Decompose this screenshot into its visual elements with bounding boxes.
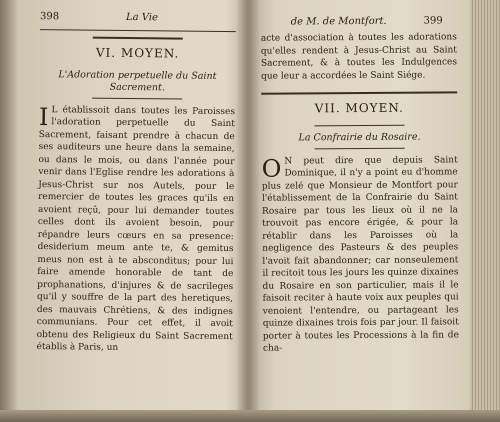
header-rule [40,29,236,32]
paragraph: N peut dire que depuis Saint Dominique, il n'y a point eu d'homme plus zelé que Monsieur de Montfort pour l'établissement de la Confrairie du Saint Rosaire par tous les lieux où il ne la trouvoit pas encore érigée, & pour la rétablir dans les Paroisses où la negligence des Pasteurs & des peuples l'avoit fait abandonner; car nonseulement il recitoit tous les jours les quinze dixaines du Rosaire en son particulier, mais il le faisoit reciter à haute voix aux peuples qui venoient l'entendre, ou partageant les quinze dixaines trois fois par jour. Il faisoit porter à toutes les Processions à la fin de cha- [261,154,459,354]
body-text [262,154,459,355]
section-rule [315,147,405,149]
left-running-head: La Vie [125,11,159,24]
drop-cap: I [38,102,49,131]
subtitle-line: L'Adoration perpetuelle du Saint [58,68,217,82]
chapter-heading: VI. MOYEN. [95,45,180,61]
ornament-rule [314,124,404,126]
page-edges [470,0,500,422]
paragraph: L établissoit dans toutes les Paroisses l'adoration perpetuelle du Saint Sacrement, faisant prendre à chacun de ses auditeurs une heure dans la semaine, ou dans le mois, ou dans l'année pour venir dans l'Eglise rendre les adorations à Jesus-Christ sur nos Autels, pour le remercier de toutes les graces qu'ils en avoient reçû, pour lui demander toutes celles dont ils avoient besoin, pour répandre leurs cœurs en sa presence: desiderium meum ante te, & gemitus meus non est à te absconditus; pour lui faire amende honorable de tant de prophanations, d'injures & de sacrileges qu'il y souffre de la part des heretiques, des mauvais Chrétiens, & des indignes communians. Pour cet effet, il avoit obtenu des Religieux du Saint Sacrement établis à Paris, un [36,104,236,353]
chapter-heading: VII. MOYEN. [314,100,404,116]
right-page-number: 399 [423,15,443,27]
section-rule [92,97,182,99]
section-rule [261,91,457,94]
drop-cap: O [261,154,282,183]
paragraph: acte d'association à toutes les adorations qu'elles rendent à Jesus-Christ au Saint Sacrement, & à toutes les Indulgences que leur a accordées le Saint Siége. [260,32,458,82]
subtitle-line: Sacrement. [109,81,165,93]
ornament-rule [93,37,183,40]
chapter-subtitle: La Confrairie du Rosaire. [298,131,421,143]
left-page [14,5,242,411]
continuation-text [261,31,457,82]
right-page-header [261,15,457,32]
left-page-number: 398 [39,11,60,23]
body-text [36,104,235,356]
right-page [255,5,468,410]
left-page-header [40,11,236,29]
right-running-head: de M. de Montfort. [290,15,387,28]
chapter-subtitle [39,69,235,95]
book-bottom-edge [0,410,500,422]
